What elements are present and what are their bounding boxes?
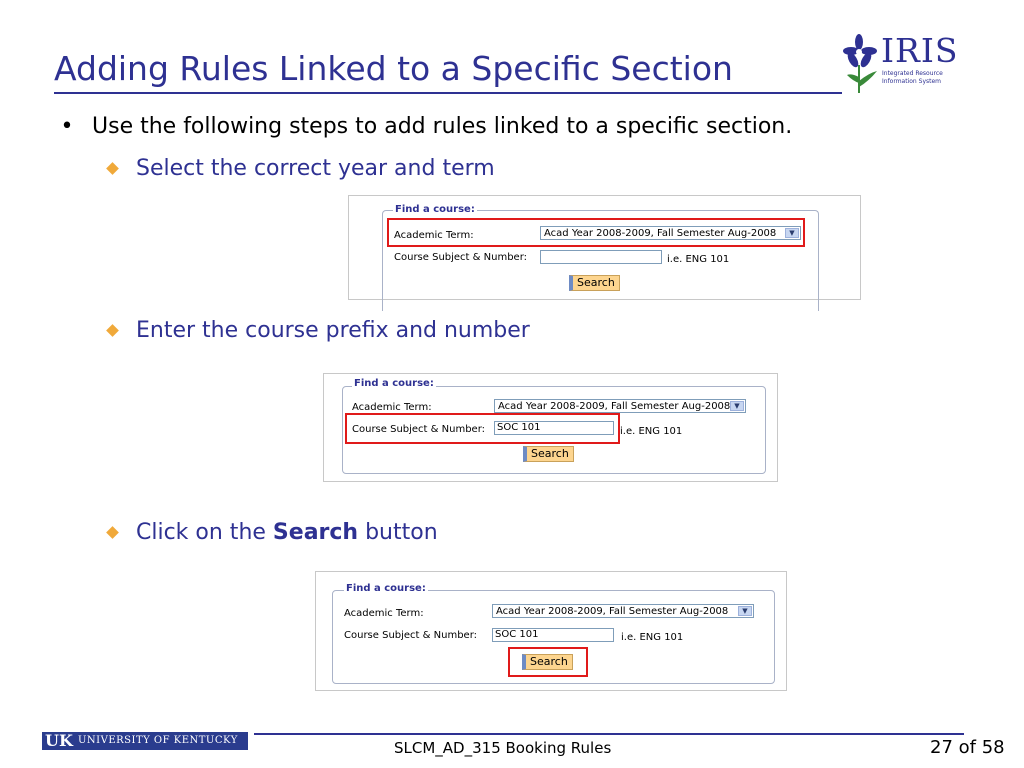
find-course-legend: Find a course: [395,204,475,215]
chevron-down-icon[interactable]: ▼ [730,401,744,411]
iris-subtitle: Integrated Resource Information System [882,70,943,85]
academic-term-label: Academic Term: [394,230,474,241]
find-course-legend: Find a course: [346,583,426,594]
academic-term-label: Academic Term: [344,608,424,619]
academic-term-select[interactable] [494,399,746,413]
step-2-text: Enter the course prefix and number [136,318,530,343]
footer-rule [254,733,964,735]
academic-term-value: Acad Year 2008-2009, Fall Semester Aug-2008 [498,401,731,412]
uk-mark: UK [45,731,73,750]
step-3-text: Click on the Search button [136,520,438,545]
screenshot-3 [315,571,787,691]
course-subject-input[interactable]: SOC 101 [492,628,614,642]
iris-wordmark: IRIS [881,31,959,70]
university-of-kentucky-logo [42,732,248,750]
course-subject-label: Course Subject & Number: [394,252,527,263]
step-1-text: Select the correct year and term [136,156,495,181]
diamond-bullet-icon [106,526,119,539]
course-hint: i.e. ENG 101 [620,426,683,437]
academic-term-value: Acad Year 2008-2009, Fall Semester Aug-2008 [496,606,729,617]
course-hint: i.e. ENG 101 [621,632,684,643]
academic-term-value: Acad Year 2008-2009, Fall Semester Aug-2008 [544,228,777,239]
course-subject-input[interactable] [540,250,662,264]
footer-title: SLCM_AD_315 Booking Rules [394,739,612,757]
diamond-bullet-icon [106,162,119,175]
main-bullet-text: Use the following steps to add rules linked to a specific section. [92,114,793,139]
search-button[interactable]: Search [522,654,573,670]
course-subject-input[interactable]: SOC 101 [494,421,614,435]
iris-flower-icon [843,33,885,95]
highlight-course-subject [345,413,620,444]
slide-title: Adding Rules Linked to a Specific Section [54,49,733,88]
bullet-dot-icon: • [60,114,74,139]
iris-logo [843,31,959,95]
page-number: 27 of 58 [930,737,1005,758]
chevron-down-icon[interactable]: ▼ [785,228,799,238]
search-button[interactable]: Search [523,446,574,462]
search-emphasis: Search [272,520,359,545]
diamond-bullet-icon [106,324,119,337]
screenshot-1 [348,195,861,300]
chevron-down-icon[interactable]: ▼ [738,606,752,616]
screenshot-2 [323,373,778,482]
academic-term-select[interactable] [492,604,754,618]
title-underline [54,92,842,94]
find-course-legend: Find a course: [354,378,434,389]
academic-term-label: Academic Term: [352,402,432,413]
course-subject-label: Course Subject & Number: [344,630,477,641]
highlight-search-button [508,647,588,677]
course-subject-label: Course Subject & Number: [352,424,485,435]
uk-wordmark: UNIVERSITY OF KENTUCKY [78,735,238,746]
search-button[interactable]: Search [569,275,620,291]
course-hint: i.e. ENG 101 [667,254,730,265]
highlight-academic-term [387,218,805,247]
